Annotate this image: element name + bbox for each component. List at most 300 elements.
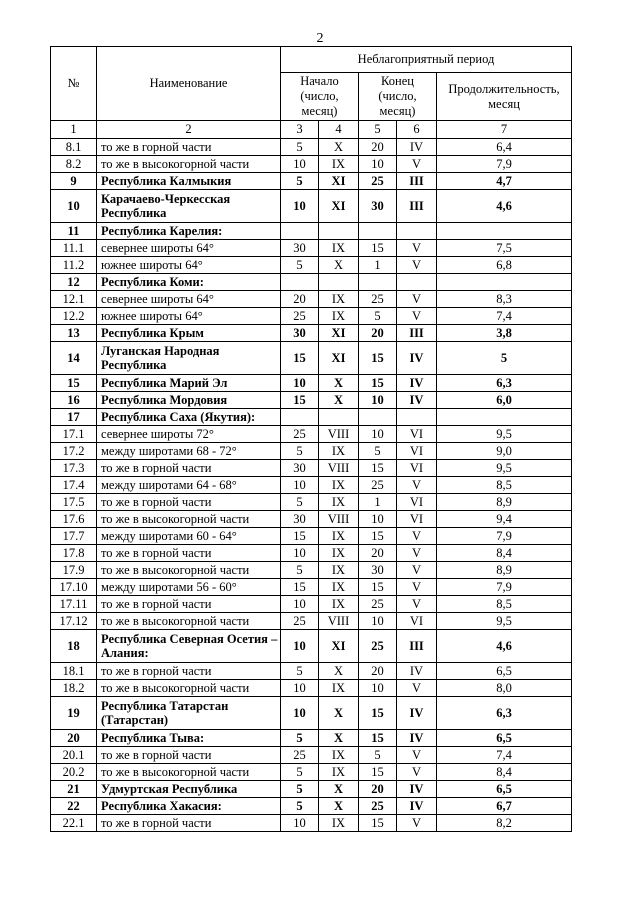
column-number: 1 bbox=[51, 121, 97, 139]
start-month bbox=[319, 409, 359, 426]
end-month: VI bbox=[397, 613, 437, 630]
start-month: IX bbox=[319, 494, 359, 511]
start-day: 5 bbox=[281, 443, 319, 460]
end-day: 25 bbox=[359, 630, 397, 663]
end-month: III bbox=[397, 190, 437, 223]
end-day: 20 bbox=[359, 663, 397, 680]
header-period: Неблагоприятный период bbox=[281, 47, 572, 73]
row-name: Луганская Народная Республика bbox=[97, 342, 281, 375]
end-day: 5 bbox=[359, 747, 397, 764]
start-month: VIII bbox=[319, 613, 359, 630]
end-day: 30 bbox=[359, 190, 397, 223]
duration-value: 6,3 bbox=[437, 697, 572, 730]
duration-value: 8,5 bbox=[437, 477, 572, 494]
end-day: 1 bbox=[359, 494, 397, 511]
row-name: Республика Хакасия: bbox=[97, 798, 281, 815]
start-month: IX bbox=[319, 545, 359, 562]
row-name: Удмуртская Республика bbox=[97, 781, 281, 798]
duration-value: 6,5 bbox=[437, 781, 572, 798]
duration-value: 6,0 bbox=[437, 392, 572, 409]
end-month: V bbox=[397, 257, 437, 274]
table-row bbox=[51, 460, 572, 477]
start-day: 5 bbox=[281, 730, 319, 747]
end-month: V bbox=[397, 291, 437, 308]
start-day: 30 bbox=[281, 460, 319, 477]
table-row bbox=[51, 545, 572, 562]
row-name: то же в горной части bbox=[97, 596, 281, 613]
table-row bbox=[51, 325, 572, 342]
duration-value: 8,9 bbox=[437, 494, 572, 511]
table-body bbox=[51, 139, 572, 832]
end-month: IV bbox=[397, 375, 437, 392]
start-day: 10 bbox=[281, 697, 319, 730]
row-number: 20 bbox=[51, 730, 97, 747]
end-day: 25 bbox=[359, 596, 397, 613]
start-month: X bbox=[319, 257, 359, 274]
row-name: то же в горной части bbox=[97, 815, 281, 832]
table-row bbox=[51, 579, 572, 596]
row-name: то же в горной части bbox=[97, 494, 281, 511]
row-name: то же в высокогорной части bbox=[97, 511, 281, 528]
duration-value: 9,5 bbox=[437, 613, 572, 630]
start-day: 10 bbox=[281, 815, 319, 832]
end-day: 5 bbox=[359, 308, 397, 325]
duration-value bbox=[437, 274, 572, 291]
row-name: то же в горной части bbox=[97, 747, 281, 764]
start-day: 30 bbox=[281, 325, 319, 342]
end-day: 10 bbox=[359, 426, 397, 443]
duration-value: 8,2 bbox=[437, 815, 572, 832]
start-month: IX bbox=[319, 443, 359, 460]
table-row bbox=[51, 257, 572, 274]
row-name: севернее широты 64° bbox=[97, 291, 281, 308]
table-row bbox=[51, 240, 572, 257]
end-month: V bbox=[397, 545, 437, 562]
end-day bbox=[359, 223, 397, 240]
duration-value: 9,0 bbox=[437, 443, 572, 460]
start-month: IX bbox=[319, 596, 359, 613]
duration-value: 8,3 bbox=[437, 291, 572, 308]
table-row bbox=[51, 747, 572, 764]
start-month: XI bbox=[319, 630, 359, 663]
column-number: 6 bbox=[397, 121, 437, 139]
row-name: то же в высокогорной части bbox=[97, 680, 281, 697]
end-month: VI bbox=[397, 460, 437, 477]
row-name: севернее широты 64° bbox=[97, 240, 281, 257]
end-month bbox=[397, 274, 437, 291]
start-day: 10 bbox=[281, 545, 319, 562]
start-day: 5 bbox=[281, 798, 319, 815]
end-month: VI bbox=[397, 443, 437, 460]
table-row bbox=[51, 511, 572, 528]
duration-value: 3,8 bbox=[437, 325, 572, 342]
end-day: 1 bbox=[359, 257, 397, 274]
column-number: 2 bbox=[97, 121, 281, 139]
duration-value: 7,9 bbox=[437, 156, 572, 173]
row-number: 8.2 bbox=[51, 156, 97, 173]
duration-value: 4,6 bbox=[437, 630, 572, 663]
row-name: южнее широты 64° bbox=[97, 308, 281, 325]
end-day: 15 bbox=[359, 579, 397, 596]
start-month: IX bbox=[319, 308, 359, 325]
duration-value: 8,0 bbox=[437, 680, 572, 697]
start-day: 10 bbox=[281, 375, 319, 392]
start-day: 5 bbox=[281, 663, 319, 680]
end-month: III bbox=[397, 630, 437, 663]
start-day: 20 bbox=[281, 291, 319, 308]
row-number: 8.1 bbox=[51, 139, 97, 156]
row-number: 19 bbox=[51, 697, 97, 730]
duration-value: 4,6 bbox=[437, 190, 572, 223]
row-number: 17.8 bbox=[51, 545, 97, 562]
table-row bbox=[51, 274, 572, 291]
row-number: 17.9 bbox=[51, 562, 97, 579]
row-number: 17.11 bbox=[51, 596, 97, 613]
start-month bbox=[319, 274, 359, 291]
end-month: V bbox=[397, 528, 437, 545]
start-month: IX bbox=[319, 562, 359, 579]
row-name: между широтами 68 - 72° bbox=[97, 443, 281, 460]
start-month: XI bbox=[319, 325, 359, 342]
row-name: Республика Татарстан (Татарстан) bbox=[97, 697, 281, 730]
duration-value: 7,5 bbox=[437, 240, 572, 257]
end-month: VI bbox=[397, 426, 437, 443]
row-number: 12.2 bbox=[51, 308, 97, 325]
row-number: 17.2 bbox=[51, 443, 97, 460]
table-row bbox=[51, 173, 572, 190]
start-day: 5 bbox=[281, 562, 319, 579]
row-number: 17.6 bbox=[51, 511, 97, 528]
start-month: IX bbox=[319, 747, 359, 764]
table-row bbox=[51, 663, 572, 680]
duration-value: 8,4 bbox=[437, 764, 572, 781]
start-day: 30 bbox=[281, 240, 319, 257]
end-day: 25 bbox=[359, 291, 397, 308]
start-day: 15 bbox=[281, 342, 319, 375]
row-number: 22.1 bbox=[51, 815, 97, 832]
start-month: X bbox=[319, 139, 359, 156]
duration-value: 6,5 bbox=[437, 663, 572, 680]
duration-value: 9,5 bbox=[437, 426, 572, 443]
duration-value: 4,7 bbox=[437, 173, 572, 190]
start-month: IX bbox=[319, 680, 359, 697]
duration-value: 8,9 bbox=[437, 562, 572, 579]
duration-value: 6,4 bbox=[437, 139, 572, 156]
table-row bbox=[51, 392, 572, 409]
end-day: 25 bbox=[359, 798, 397, 815]
row-number: 17.4 bbox=[51, 477, 97, 494]
table-row bbox=[51, 697, 572, 730]
end-day: 15 bbox=[359, 697, 397, 730]
end-month: V bbox=[397, 596, 437, 613]
start-month: X bbox=[319, 781, 359, 798]
table-row bbox=[51, 815, 572, 832]
start-month: X bbox=[319, 730, 359, 747]
row-number: 9 bbox=[51, 173, 97, 190]
end-month: III bbox=[397, 173, 437, 190]
row-name: Республика Мордовия bbox=[97, 392, 281, 409]
end-day: 20 bbox=[359, 545, 397, 562]
row-number: 11.2 bbox=[51, 257, 97, 274]
end-month: IV bbox=[397, 798, 437, 815]
row-number: 17.5 bbox=[51, 494, 97, 511]
start-day bbox=[281, 409, 319, 426]
table-row bbox=[51, 630, 572, 663]
end-day: 20 bbox=[359, 139, 397, 156]
table-row bbox=[51, 308, 572, 325]
table-row bbox=[51, 781, 572, 798]
duration-value bbox=[437, 223, 572, 240]
table-row bbox=[51, 291, 572, 308]
table-row bbox=[51, 409, 572, 426]
start-month: X bbox=[319, 392, 359, 409]
row-number: 12.1 bbox=[51, 291, 97, 308]
end-day bbox=[359, 409, 397, 426]
duration-value: 6,5 bbox=[437, 730, 572, 747]
row-name: то же в горной части bbox=[97, 663, 281, 680]
start-month: VIII bbox=[319, 426, 359, 443]
row-name: то же в высокогорной части bbox=[97, 562, 281, 579]
table-row bbox=[51, 562, 572, 579]
duration-value: 6,7 bbox=[437, 798, 572, 815]
table-row bbox=[51, 426, 572, 443]
end-day: 10 bbox=[359, 156, 397, 173]
start-day: 25 bbox=[281, 613, 319, 630]
start-day: 5 bbox=[281, 257, 319, 274]
end-day: 25 bbox=[359, 477, 397, 494]
start-month: IX bbox=[319, 815, 359, 832]
end-month: IV bbox=[397, 781, 437, 798]
row-number: 16 bbox=[51, 392, 97, 409]
start-day: 25 bbox=[281, 426, 319, 443]
row-name: Республика Северная Осетия – Алания: bbox=[97, 630, 281, 663]
row-name: то же в высокогорной части bbox=[97, 613, 281, 630]
column-number: 4 bbox=[319, 121, 359, 139]
row-number: 17.1 bbox=[51, 426, 97, 443]
row-name: то же в горной части bbox=[97, 139, 281, 156]
duration-value bbox=[437, 409, 572, 426]
end-day: 30 bbox=[359, 562, 397, 579]
table-row bbox=[51, 613, 572, 630]
end-month bbox=[397, 409, 437, 426]
table-row bbox=[51, 494, 572, 511]
end-month: V bbox=[397, 308, 437, 325]
table-row bbox=[51, 680, 572, 697]
end-month: V bbox=[397, 562, 437, 579]
row-number: 14 bbox=[51, 342, 97, 375]
end-day: 10 bbox=[359, 392, 397, 409]
end-month: VI bbox=[397, 494, 437, 511]
end-day: 20 bbox=[359, 781, 397, 798]
start-day: 15 bbox=[281, 528, 319, 545]
table-row bbox=[51, 798, 572, 815]
end-day: 5 bbox=[359, 443, 397, 460]
end-month: IV bbox=[397, 697, 437, 730]
end-month: III bbox=[397, 325, 437, 342]
start-month: IX bbox=[319, 579, 359, 596]
row-number: 18.1 bbox=[51, 663, 97, 680]
end-day: 15 bbox=[359, 240, 397, 257]
end-month: V bbox=[397, 764, 437, 781]
end-day: 15 bbox=[359, 342, 397, 375]
row-number: 11 bbox=[51, 223, 97, 240]
column-number: 7 bbox=[437, 121, 572, 139]
start-month: X bbox=[319, 798, 359, 815]
row-name: между широтами 60 - 64° bbox=[97, 528, 281, 545]
table-row bbox=[51, 342, 572, 375]
end-day: 15 bbox=[359, 815, 397, 832]
start-day: 25 bbox=[281, 308, 319, 325]
table-row bbox=[51, 223, 572, 240]
row-name: то же в горной части bbox=[97, 460, 281, 477]
row-number: 21 bbox=[51, 781, 97, 798]
start-day: 15 bbox=[281, 392, 319, 409]
start-month: X bbox=[319, 663, 359, 680]
header-number: № bbox=[51, 47, 97, 121]
end-day: 15 bbox=[359, 460, 397, 477]
end-day: 10 bbox=[359, 680, 397, 697]
row-number: 17.12 bbox=[51, 613, 97, 630]
row-name: Республика Карелия: bbox=[97, 223, 281, 240]
table-row bbox=[51, 528, 572, 545]
start-day: 25 bbox=[281, 747, 319, 764]
table-row bbox=[51, 139, 572, 156]
row-name: Республика Марий Эл bbox=[97, 375, 281, 392]
start-day: 5 bbox=[281, 781, 319, 798]
duration-value: 6,8 bbox=[437, 257, 572, 274]
end-day bbox=[359, 274, 397, 291]
row-number: 10 bbox=[51, 190, 97, 223]
start-month bbox=[319, 223, 359, 240]
start-month: X bbox=[319, 375, 359, 392]
start-day: 10 bbox=[281, 596, 319, 613]
end-day: 25 bbox=[359, 173, 397, 190]
end-month: IV bbox=[397, 730, 437, 747]
row-name: между широтами 64 - 68° bbox=[97, 477, 281, 494]
end-month: V bbox=[397, 815, 437, 832]
duration-value: 7,9 bbox=[437, 528, 572, 545]
row-name: Республика Крым bbox=[97, 325, 281, 342]
start-month: XI bbox=[319, 173, 359, 190]
start-month: IX bbox=[319, 291, 359, 308]
start-month: VIII bbox=[319, 511, 359, 528]
end-month: V bbox=[397, 156, 437, 173]
table-row bbox=[51, 443, 572, 460]
start-day: 5 bbox=[281, 494, 319, 511]
table-row bbox=[51, 764, 572, 781]
row-name: Карачаево-Черкесская Республика bbox=[97, 190, 281, 223]
row-name: между широтами 56 - 60° bbox=[97, 579, 281, 596]
row-number: 17.3 bbox=[51, 460, 97, 477]
start-month: XI bbox=[319, 342, 359, 375]
header-duration: Продолжительность, месяц bbox=[437, 73, 572, 121]
duration-value: 7,4 bbox=[437, 747, 572, 764]
duration-value: 7,4 bbox=[437, 308, 572, 325]
start-day: 5 bbox=[281, 173, 319, 190]
row-number: 17.7 bbox=[51, 528, 97, 545]
start-day: 30 bbox=[281, 511, 319, 528]
column-number: 3 bbox=[281, 121, 319, 139]
start-day: 15 bbox=[281, 579, 319, 596]
end-month bbox=[397, 223, 437, 240]
table-row bbox=[51, 596, 572, 613]
start-day: 10 bbox=[281, 680, 319, 697]
row-number: 20.1 bbox=[51, 747, 97, 764]
end-day: 15 bbox=[359, 375, 397, 392]
table-row bbox=[51, 375, 572, 392]
duration-value: 5 bbox=[437, 342, 572, 375]
end-month: V bbox=[397, 579, 437, 596]
row-number: 20.2 bbox=[51, 764, 97, 781]
start-day bbox=[281, 223, 319, 240]
end-month: V bbox=[397, 477, 437, 494]
table-row bbox=[51, 477, 572, 494]
row-number: 17 bbox=[51, 409, 97, 426]
row-name: Республика Коми: bbox=[97, 274, 281, 291]
start-month: X bbox=[319, 697, 359, 730]
start-month: IX bbox=[319, 764, 359, 781]
start-month: IX bbox=[319, 477, 359, 494]
row-name: Республика Тыва: bbox=[97, 730, 281, 747]
row-name: южнее широты 64° bbox=[97, 257, 281, 274]
table-row bbox=[51, 190, 572, 223]
row-number: 22 bbox=[51, 798, 97, 815]
end-day: 15 bbox=[359, 764, 397, 781]
end-month: V bbox=[397, 240, 437, 257]
column-numbers-row bbox=[51, 121, 572, 139]
end-day: 15 bbox=[359, 528, 397, 545]
end-month: V bbox=[397, 747, 437, 764]
start-month: IX bbox=[319, 528, 359, 545]
end-month: IV bbox=[397, 663, 437, 680]
row-number: 11.1 bbox=[51, 240, 97, 257]
end-day: 20 bbox=[359, 325, 397, 342]
start-month: VIII bbox=[319, 460, 359, 477]
row-name: севернее широты 72° bbox=[97, 426, 281, 443]
row-number: 15 bbox=[51, 375, 97, 392]
start-day: 10 bbox=[281, 630, 319, 663]
row-number: 18 bbox=[51, 630, 97, 663]
end-day: 10 bbox=[359, 613, 397, 630]
periods-table bbox=[50, 46, 572, 832]
end-month: V bbox=[397, 680, 437, 697]
header-end: Конец (число, месяц) bbox=[359, 73, 437, 121]
row-number: 13 bbox=[51, 325, 97, 342]
start-day: 10 bbox=[281, 477, 319, 494]
start-day: 10 bbox=[281, 190, 319, 223]
row-name: то же в высокогорной части bbox=[97, 764, 281, 781]
end-day: 15 bbox=[359, 730, 397, 747]
duration-value: 9,4 bbox=[437, 511, 572, 528]
row-number: 18.2 bbox=[51, 680, 97, 697]
page-number: 2 bbox=[316, 31, 324, 46]
duration-value: 8,5 bbox=[437, 596, 572, 613]
duration-value: 9,5 bbox=[437, 460, 572, 477]
row-name: то же в горной части bbox=[97, 545, 281, 562]
duration-value: 8,4 bbox=[437, 545, 572, 562]
start-month: IX bbox=[319, 240, 359, 257]
end-month: IV bbox=[397, 392, 437, 409]
end-month: IV bbox=[397, 342, 437, 375]
table-row bbox=[51, 730, 572, 747]
end-day: 10 bbox=[359, 511, 397, 528]
row-name: Республика Саха (Якутия): bbox=[97, 409, 281, 426]
start-day: 5 bbox=[281, 764, 319, 781]
row-name: Республика Калмыкия bbox=[97, 173, 281, 190]
start-month: XI bbox=[319, 190, 359, 223]
table-row bbox=[51, 156, 572, 173]
start-day bbox=[281, 274, 319, 291]
